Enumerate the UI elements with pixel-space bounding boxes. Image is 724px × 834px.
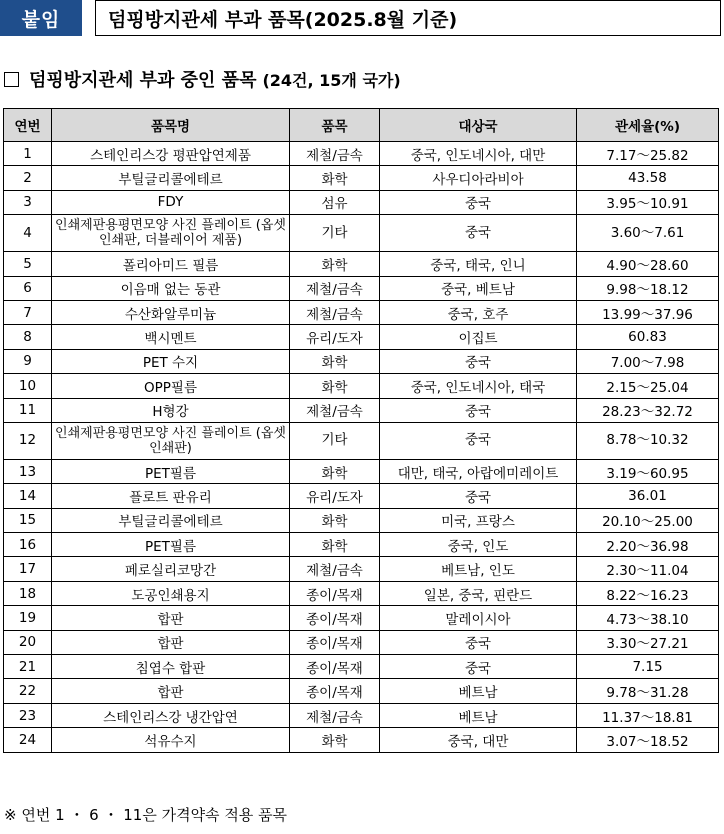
cell-no: 24 (4, 728, 52, 752)
table-header-row (4, 109, 719, 142)
cell-rate: 3.60～7.61 (577, 215, 719, 252)
cell-category: 화학 (290, 349, 380, 373)
table-row (4, 655, 719, 679)
cell-countries: 중국 (380, 190, 577, 214)
cell-item: 페로실리코망간 (52, 557, 290, 581)
table-row (4, 484, 719, 508)
cell-rate: 3.19～60.95 (577, 459, 719, 483)
cell-item: H형강 (52, 398, 290, 422)
cell-no: 6 (4, 276, 52, 300)
cell-countries: 중국 (380, 630, 577, 654)
table-row (4, 703, 719, 727)
cell-item: 합판 (52, 679, 290, 703)
column-header-rate: 관세율(%) (577, 109, 719, 142)
cell-countries: 사우디아라비아 (380, 166, 577, 190)
cell-category: 기타 (290, 422, 380, 459)
cell-rate: 3.30～27.21 (577, 630, 719, 654)
cell-countries: 중국, 인도 (380, 533, 577, 557)
table-row (4, 581, 719, 605)
cell-rate: 60.83 (577, 325, 719, 349)
column-header-category: 품목 (290, 109, 380, 142)
table-row (4, 679, 719, 703)
cell-no: 15 (4, 508, 52, 532)
cell-rate: 36.01 (577, 484, 719, 508)
cell-item: 플로트 판유리 (52, 484, 290, 508)
cell-countries: 중국, 인도네시아, 대만 (380, 142, 577, 166)
cell-category: 기타 (290, 215, 380, 252)
cell-no: 23 (4, 703, 52, 727)
cell-category: 화학 (290, 252, 380, 276)
cell-rate: 28.23～32.72 (577, 398, 719, 422)
cell-rate: 3.95～10.91 (577, 190, 719, 214)
cell-item: 합판 (52, 630, 290, 654)
table-row (4, 422, 719, 459)
cell-item: 스테인리스강 냉간압연 (52, 703, 290, 727)
cell-no: 13 (4, 459, 52, 483)
cell-countries: 중국 (380, 398, 577, 422)
column-header-item: 품목명 (52, 109, 290, 142)
cell-category: 종이/목재 (290, 630, 380, 654)
cell-rate: 7.15 (577, 655, 719, 679)
table-row (4, 325, 719, 349)
cell-category: 제철/금속 (290, 703, 380, 727)
cell-countries: 베트남, 인도 (380, 557, 577, 581)
cell-category: 유리/도자 (290, 484, 380, 508)
cell-rate: 4.73～38.10 (577, 606, 719, 630)
cell-category: 제철/금속 (290, 557, 380, 581)
cell-countries: 대만, 태국, 아랍에미레이트 (380, 459, 577, 483)
cell-no: 16 (4, 533, 52, 557)
cell-rate: 11.37～18.81 (577, 703, 719, 727)
cell-no: 14 (4, 484, 52, 508)
cell-item: 부틸글리콜에테르 (52, 508, 290, 532)
cell-item: 합판 (52, 606, 290, 630)
cell-no: 1 (4, 142, 52, 166)
cell-no: 19 (4, 606, 52, 630)
cell-rate: 8.22～16.23 (577, 581, 719, 605)
document-header (0, 0, 724, 44)
cell-no: 12 (4, 422, 52, 459)
cell-no: 22 (4, 679, 52, 703)
cell-no: 11 (4, 398, 52, 422)
table-row (4, 606, 719, 630)
cell-category: 제철/금속 (290, 398, 380, 422)
cell-rate: 7.17～25.82 (577, 142, 719, 166)
cell-item: 인쇄제판용평면모양 사진 플레이트 (옵셋 인쇄판, 더블레이어 제품) (52, 215, 290, 252)
attachment-badge: 붙임 (0, 0, 82, 36)
cell-item: 이음매 없는 동관 (52, 276, 290, 300)
cell-countries: 중국 (380, 422, 577, 459)
cell-item: PET 수지 (52, 349, 290, 373)
table-row (4, 533, 719, 557)
table-row (4, 630, 719, 654)
cell-category: 화학 (290, 374, 380, 398)
column-header-countries: 대상국 (380, 109, 577, 142)
cell-item: 도공인쇄용지 (52, 581, 290, 605)
cell-countries: 중국, 태국, 인니 (380, 252, 577, 276)
cell-countries: 미국, 프랑스 (380, 508, 577, 532)
table-row (4, 459, 719, 483)
cell-no: 5 (4, 252, 52, 276)
cell-category: 화학 (290, 728, 380, 752)
table-body (4, 142, 719, 753)
cell-item: PET필름 (52, 459, 290, 483)
cell-item: 스테인리스강 평판압연제품 (52, 142, 290, 166)
cell-no: 2 (4, 166, 52, 190)
cell-category: 화학 (290, 533, 380, 557)
cell-item: 침엽수 합판 (52, 655, 290, 679)
cell-no: 3 (4, 190, 52, 214)
section-summary: (24건, 15개 국가) (262, 70, 401, 90)
table-row (4, 728, 719, 752)
table-row (4, 300, 719, 324)
cell-rate: 8.78～10.32 (577, 422, 719, 459)
cell-category: 종이/목재 (290, 655, 380, 679)
cell-no: 8 (4, 325, 52, 349)
footnote: ※ 연번 1 ・ 6 ・ 11은 가격약속 적용 품목 (4, 806, 288, 824)
cell-category: 제철/금속 (290, 276, 380, 300)
cell-item: 석유수지 (52, 728, 290, 752)
cell-no: 9 (4, 349, 52, 373)
cell-no: 7 (4, 300, 52, 324)
cell-rate: 2.15～25.04 (577, 374, 719, 398)
cell-rate: 9.78～31.28 (577, 679, 719, 703)
cell-countries: 중국 (380, 349, 577, 373)
cell-rate: 3.07～18.52 (577, 728, 719, 752)
cell-category: 화학 (290, 508, 380, 532)
cell-no: 10 (4, 374, 52, 398)
cell-countries: 중국 (380, 215, 577, 252)
table-row (4, 508, 719, 532)
document-title: 덤핑방지관세 부과 품목(2025.8월 기준) (95, 0, 721, 36)
cell-no: 17 (4, 557, 52, 581)
cell-countries: 중국, 대만 (380, 728, 577, 752)
cell-category: 종이/목재 (290, 581, 380, 605)
table-row (4, 190, 719, 214)
cell-countries: 중국, 인도네시아, 태국 (380, 374, 577, 398)
cell-category: 종이/목재 (290, 606, 380, 630)
cell-countries: 베트남 (380, 703, 577, 727)
table-row (4, 374, 719, 398)
cell-countries: 말레이시아 (380, 606, 577, 630)
cell-no: 21 (4, 655, 52, 679)
table-row (4, 166, 719, 190)
cell-rate: 7.00～7.98 (577, 349, 719, 373)
cell-countries: 베트남 (380, 679, 577, 703)
cell-rate: 13.99～37.96 (577, 300, 719, 324)
cell-no: 4 (4, 215, 52, 252)
cell-rate: 9.98～18.12 (577, 276, 719, 300)
cell-rate: 43.58 (577, 166, 719, 190)
cell-category: 유리/도자 (290, 325, 380, 349)
cell-category: 제철/금속 (290, 142, 380, 166)
cell-item: FDY (52, 190, 290, 214)
cell-category: 화학 (290, 459, 380, 483)
cell-rate: 2.20～36.98 (577, 533, 719, 557)
cell-item: 인쇄제판용평면모양 사진 플레이트 (옵셋 인쇄판) (52, 422, 290, 459)
cell-no: 18 (4, 581, 52, 605)
table-row (4, 252, 719, 276)
cell-item: 부틸글리콜에테르 (52, 166, 290, 190)
section-heading (4, 64, 401, 94)
table-row (4, 215, 719, 252)
cell-rate: 4.90～28.60 (577, 252, 719, 276)
cell-category: 제철/금속 (290, 300, 380, 324)
cell-item: PET필름 (52, 533, 290, 557)
cell-countries: 일본, 중국, 핀란드 (380, 581, 577, 605)
table-row (4, 349, 719, 373)
cell-category: 화학 (290, 166, 380, 190)
cell-item: 폴리아미드 필름 (52, 252, 290, 276)
cell-countries: 중국, 호주 (380, 300, 577, 324)
cell-countries: 중국, 베트남 (380, 276, 577, 300)
cell-rate: 20.10～25.00 (577, 508, 719, 532)
table-row (4, 398, 719, 422)
cell-no: 20 (4, 630, 52, 654)
cell-category: 종이/목재 (290, 679, 380, 703)
cell-category: 섬유 (290, 190, 380, 214)
table-row (4, 142, 719, 166)
cell-item: OPP필름 (52, 374, 290, 398)
cell-rate: 2.30～11.04 (577, 557, 719, 581)
column-header-no: 연번 (4, 109, 52, 142)
cell-countries: 이집트 (380, 325, 577, 349)
cell-countries: 중국 (380, 655, 577, 679)
antidumping-table (3, 108, 719, 753)
section-title: 덤핑방지관세 부과 중인 품목 (29, 70, 257, 91)
cell-item: 수산화알루미늄 (52, 300, 290, 324)
table-row (4, 557, 719, 581)
table-row (4, 276, 719, 300)
cell-item: 백시멘트 (52, 325, 290, 349)
cell-countries: 중국 (380, 484, 577, 508)
checkbox-bullet-icon (4, 72, 19, 87)
